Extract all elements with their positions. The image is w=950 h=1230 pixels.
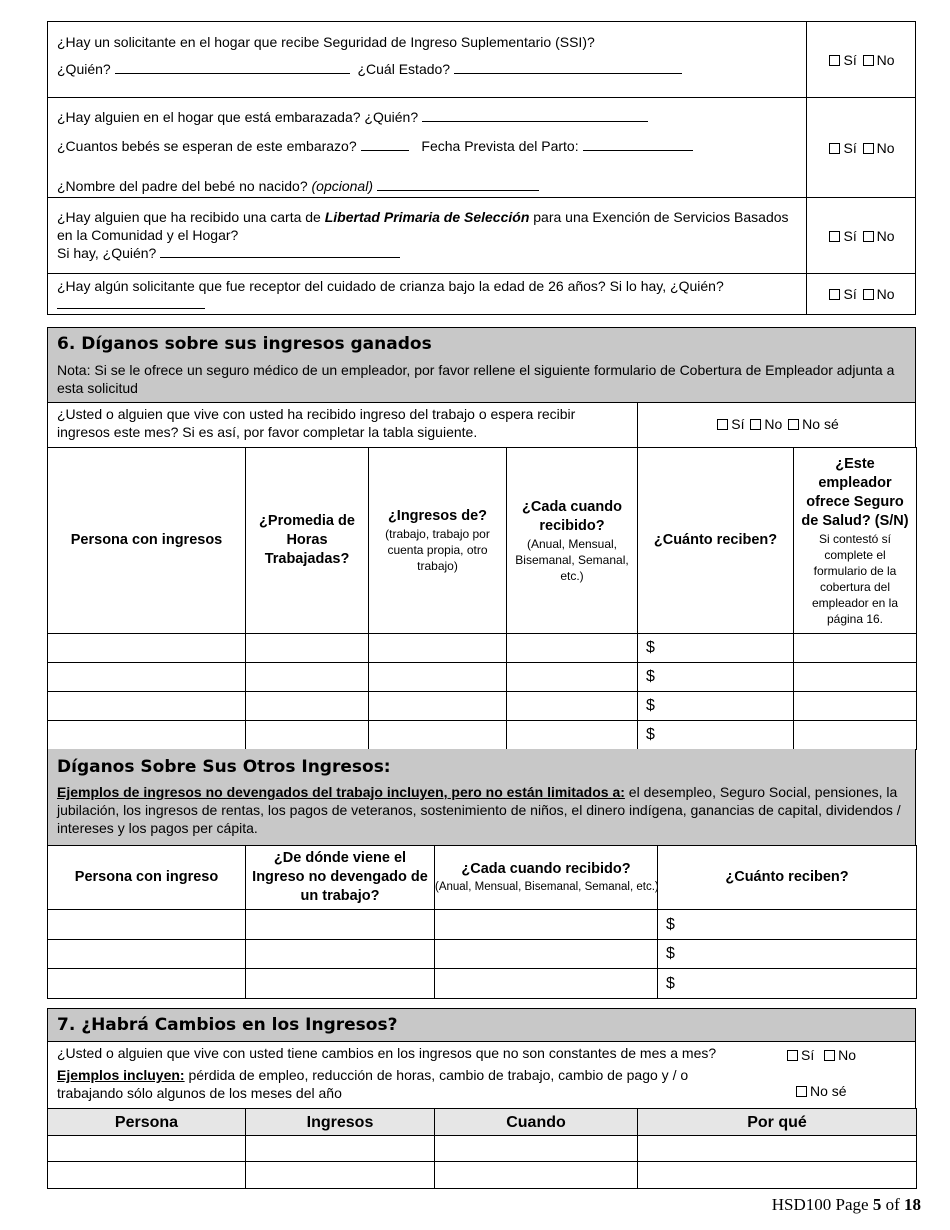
no-label: No (876, 140, 895, 156)
section6-header (47, 327, 916, 403)
pregnant-who-field[interactable] (422, 109, 648, 122)
income-changes-table (47, 1108, 917, 1189)
cell-how-often[interactable] (507, 692, 638, 721)
section6-note: Nota: Si se le ofrece un seguro médico de un empleador, por favor rellene el siguiente formulario de Cobertura de Empleador adjunta a esta solicitud (57, 362, 895, 396)
yes-label: Sí (731, 416, 745, 432)
cell-income-from[interactable] (369, 663, 507, 692)
other-income-table (47, 845, 917, 999)
yes-label: Sí (801, 1047, 815, 1063)
cell-ingresos[interactable] (246, 1162, 435, 1189)
cell-income-from[interactable] (369, 634, 507, 663)
col-hours: ¿Promedia de Horas Trabajadas? (246, 448, 369, 634)
no-label: No (876, 52, 895, 68)
table-row (48, 663, 917, 692)
col-income-from-title: ¿Ingresos de? (387, 508, 488, 524)
page-footer (772, 1195, 921, 1215)
no-label: No (838, 1047, 857, 1063)
cell-how-much[interactable]: $ (638, 663, 794, 692)
col-how-often-title: ¿Cada cuando recibido? (522, 498, 622, 534)
no-label: No (876, 228, 895, 244)
col-how-often-title: ¿Cada cuando recibido? (461, 861, 631, 877)
table-row (48, 1162, 917, 1189)
yes-label: Sí (843, 52, 857, 68)
col-cuando: Cuando (435, 1109, 638, 1136)
other-income-examples (57, 783, 912, 837)
due-date-label: Fecha Prevista del Parto: (421, 138, 579, 154)
foster-who-field[interactable] (57, 296, 205, 309)
letter-no-checkbox[interactable] (863, 231, 874, 242)
cell-hours[interactable] (246, 663, 369, 692)
section7-question-block (47, 1041, 916, 1109)
table-row (48, 1136, 917, 1162)
section7-yes-checkbox[interactable] (787, 1050, 798, 1061)
letter-question-post: para una Exención de Servicios Basados en la Comunidad y el Hogar? (57, 209, 789, 243)
table-row (48, 910, 917, 940)
letter-row (48, 198, 915, 274)
cell-por-que[interactable] (638, 1136, 917, 1162)
cell-person[interactable] (48, 692, 246, 721)
cell-insurance[interactable] (794, 692, 917, 721)
other-income-title: Díganos Sobre Sus Otros Ingresos: (57, 757, 391, 777)
pregnant-row (48, 98, 915, 198)
father-field[interactable] (377, 178, 539, 191)
cell-how-often[interactable] (435, 969, 658, 999)
yes-label: Sí (843, 228, 857, 244)
cell-how-much[interactable]: $ (638, 692, 794, 721)
letter-who-label: Si hay, ¿Quién? (57, 245, 157, 261)
ssi-question: ¿Hay un solicitante en el hogar que recibe Seguridad de Ingreso Suplementario (SSI)? (57, 34, 595, 50)
dont-know-label: No sé (810, 1083, 847, 1099)
other-income-header-row (48, 846, 917, 910)
col-how-often (507, 448, 638, 634)
section7-yes-no (785, 1047, 856, 1063)
section6-options (637, 402, 916, 447)
cell-insurance[interactable] (794, 721, 917, 750)
cell-how-much[interactable]: $ (638, 721, 794, 750)
cell-source[interactable] (246, 969, 435, 999)
cell-person[interactable] (48, 969, 246, 999)
cell-source[interactable] (246, 940, 435, 969)
no-label: No (764, 416, 783, 432)
pregnant-yes-no (806, 98, 915, 198)
cell-insurance[interactable] (794, 663, 917, 692)
cell-income-from[interactable] (369, 692, 507, 721)
father-optional: (opcional) (311, 178, 373, 194)
section7-question: ¿Usted o alguien que vive con usted tiene cambios en los ingresos que no son constantes de mes a mes? (57, 1045, 717, 1061)
col-how-much: ¿Cuánto reciben? (638, 448, 794, 634)
earned-income-table (47, 447, 917, 750)
col-income-from-sub: (trabajo, trabajo por cuenta propia, otro trabajo) (385, 527, 490, 573)
cell-source[interactable] (246, 910, 435, 940)
table-row (48, 721, 917, 750)
cell-hours[interactable] (246, 634, 369, 663)
letter-yes-no (806, 198, 915, 274)
cell-hours[interactable] (246, 692, 369, 721)
cell-how-often[interactable] (435, 940, 658, 969)
ssi-yes-no (806, 22, 915, 98)
cell-how-often[interactable] (507, 721, 638, 750)
due-date-field[interactable] (583, 138, 693, 151)
ssi-state-field[interactable] (454, 61, 682, 74)
ssi-who-label: ¿Quién? (57, 61, 111, 77)
cell-how-much[interactable]: $ (658, 969, 917, 999)
footer-total: 18 (904, 1195, 921, 1214)
foster-yes-checkbox[interactable] (829, 289, 840, 300)
cell-insurance[interactable] (794, 634, 917, 663)
letter-question-bold: Libertad Primaria de Selección (324, 209, 530, 225)
col-person: Persona con ingresos (48, 448, 246, 634)
babies-field[interactable] (361, 138, 409, 151)
cell-how-often[interactable] (507, 663, 638, 692)
section7-examples (57, 1066, 717, 1102)
other-income-header (47, 749, 916, 846)
section6-yes-checkbox[interactable] (717, 419, 728, 430)
cell-how-often[interactable] (435, 910, 658, 940)
foster-yes-no (806, 274, 915, 314)
section7-examples-text: pérdida de empleo, reducción de horas, cambio de trabajo, cambio de pago y / o trabajando sólo algunos de los meses del año (57, 1067, 689, 1101)
ssi-who-field[interactable] (115, 61, 350, 74)
footer-page: 5 (872, 1195, 882, 1214)
col-source: ¿De dónde viene el Ingreso no devengado de un trabajo? (246, 846, 435, 910)
yes-label: Sí (843, 286, 857, 302)
cell-person[interactable] (48, 940, 246, 969)
cell-hours[interactable] (246, 721, 369, 750)
cell-person[interactable] (48, 634, 246, 663)
col-persona: Persona (48, 1109, 246, 1136)
cell-income-from[interactable] (369, 721, 507, 750)
foster-no-checkbox[interactable] (863, 289, 874, 300)
table-row (48, 969, 917, 999)
section7-no-checkbox[interactable] (824, 1050, 835, 1061)
cell-por-que[interactable] (638, 1162, 917, 1189)
letter-yes-checkbox[interactable] (829, 231, 840, 242)
cell-how-much[interactable]: $ (638, 634, 794, 663)
footer-of: of (885, 1195, 900, 1214)
section6-dont-know-checkbox[interactable] (788, 419, 799, 430)
cell-persona[interactable] (48, 1136, 246, 1162)
col-por-que: Por qué (638, 1109, 917, 1136)
dont-know-label: No sé (802, 416, 839, 432)
section6-question-row (47, 402, 916, 448)
father-label: ¿Nombre del padre del bebé no nacido? (57, 178, 308, 194)
babies-label: ¿Cuantos bebés se esperan de este embarazo? (57, 138, 357, 154)
cell-cuando[interactable] (435, 1136, 638, 1162)
section7-dont-know-checkbox[interactable] (796, 1086, 807, 1097)
col-income-from (369, 448, 507, 634)
col-person: Persona con ingreso (48, 846, 246, 910)
cell-how-often[interactable] (507, 634, 638, 663)
col-how-much: ¿Cuánto reciben? (658, 846, 917, 910)
letter-question-pre: ¿Hay alguien que ha recibido una carta de (57, 209, 321, 225)
table-row (48, 940, 917, 969)
section7-dont-know (794, 1083, 847, 1099)
cell-how-much[interactable]: $ (658, 910, 917, 940)
col-how-often (435, 846, 658, 910)
col-insurance-sub: Si contestó sí complete el formulario de la cobertura del empleador en la página 16. (811, 531, 899, 626)
section7-header (47, 1008, 916, 1042)
foster-question: ¿Hay algún solicitante que fue receptor del cuidado de crianza bajo la edad de 26 años? Si lo hay, ¿Quién? (57, 278, 724, 294)
cell-person[interactable] (48, 910, 246, 940)
no-label: No (876, 286, 895, 302)
col-how-often-sub: (Anual, Mensual, Bisemanal, Semanal, etc.) (435, 881, 659, 893)
table-row (48, 634, 917, 663)
pregnant-yes-checkbox[interactable] (829, 143, 840, 154)
other-income-examples-label: Ejemplos de ingresos no devengados del trabajo incluyen, pero no están limitados a: (57, 784, 625, 800)
cell-person[interactable] (48, 721, 246, 750)
section7-examples-label: Ejemplos incluyen: (57, 1067, 185, 1083)
ssi-state-label: ¿Cuál Estado? (357, 61, 451, 77)
col-how-often-sub: (Anual, Mensual, Bisemanal, Semanal, etc.) (515, 536, 629, 583)
ssi-yes-checkbox[interactable] (829, 55, 840, 66)
cell-persona[interactable] (48, 1162, 246, 1189)
yes-label: Sí (843, 140, 857, 156)
cell-ingresos[interactable] (246, 1136, 435, 1162)
ssi-no-checkbox[interactable] (863, 55, 874, 66)
other-income-examples-text: el desempleo, Seguro Social, pensiones, la jubilación, los ingresos de rentas, los pagos de veteranos, sostenimiento de niños, el dinero indígena, ganancias de capital, dividendos / intereses y los pagos per cápita. (57, 784, 901, 836)
table-row (48, 692, 917, 721)
section6-title: 6. Díganos sobre sus ingresos ganados (57, 334, 432, 354)
cell-cuando[interactable] (435, 1162, 638, 1189)
col-insurance-title: ¿Este empleador ofrece Seguro de Salud? (S/N) (801, 455, 909, 529)
footer-form: HSD100 Page (771, 1195, 869, 1214)
letter-who-field[interactable] (160, 245, 400, 258)
income-changes-header-row (48, 1109, 917, 1136)
ssi-row (48, 22, 915, 98)
pregnant-no-checkbox[interactable] (863, 143, 874, 154)
pregnant-question: ¿Hay alguien en el hogar que está embarazada? ¿Quién? (57, 109, 419, 125)
col-ingresos: Ingresos (246, 1109, 435, 1136)
section6-no-checkbox[interactable] (750, 419, 761, 430)
cell-how-much[interactable]: $ (658, 940, 917, 969)
cell-person[interactable] (48, 663, 246, 692)
earned-income-header-row (48, 448, 917, 634)
top-questions-block (47, 21, 916, 315)
section7-title: 7. ¿Habrá Cambios en los Ingresos? (57, 1015, 398, 1035)
foster-row (48, 274, 915, 314)
col-insurance (794, 448, 917, 634)
section6-question: ¿Usted o alguien que vive con usted ha recibido ingreso del trabajo o espera recibir ingresos este mes? Si es así, por favor completar la tabla siguiente. (57, 406, 576, 440)
